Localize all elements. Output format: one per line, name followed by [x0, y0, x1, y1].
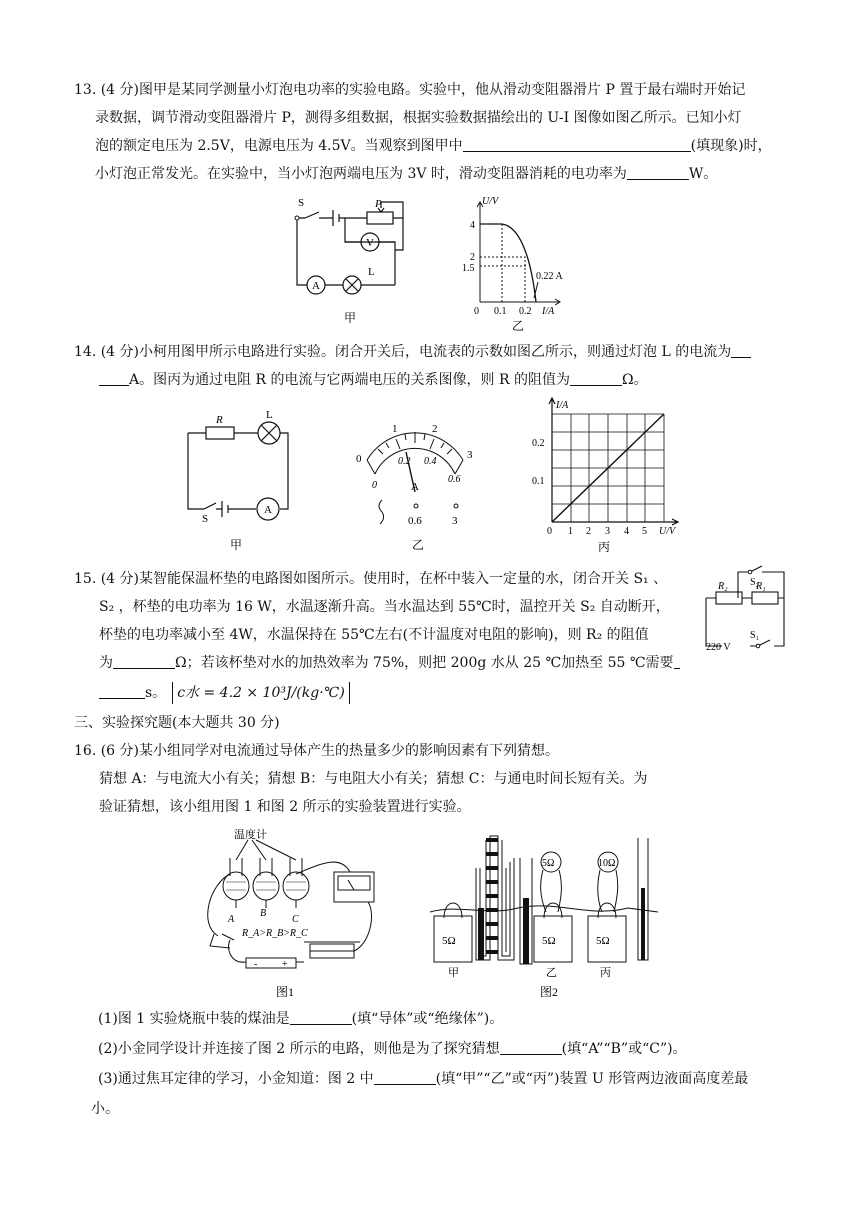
- answer-blank[interactable]: [99, 682, 145, 699]
- x-tick: 1: [568, 526, 573, 537]
- y-axis-label: I/A: [556, 400, 569, 411]
- q15-line-5: s。 c水 = 4.2 × 10³J/(kg·℃): [74, 679, 714, 707]
- q15-line-1: 15. (4 分)某智能保温杯垫的电路图如图所示。使用时，在杯中装入一定量的水，闭合开关 S₁ 、: [74, 571, 668, 587]
- q16-line-1: 16. (6 分)某小组同学对电流通过导体产生的热量多少的影响因素有下列猜想。: [74, 743, 559, 759]
- voltmeter-label: V: [366, 237, 374, 249]
- q13-line-4: 小灯泡正常发光。在实验中，当小灯泡两端电压为 3V 时，滑动变阻器消耗的电功率为 W。: [74, 160, 804, 188]
- dial-scale-3a: 0: [356, 453, 362, 465]
- x-tick: 3: [605, 526, 610, 537]
- q15-line-3: 杯垫的电功率减小至 4W，水温保持在 55℃左右(不计温度对电阻的影响)，则 R₂ 的阻值: [99, 627, 649, 643]
- flask-b-label: B: [260, 908, 267, 919]
- switch-label: S: [298, 197, 305, 209]
- q14-ammeter-dial: [350, 418, 480, 556]
- q13-line-2: 录数据，调节滑动变阻器滑片 P，测得多组数据，根据实验数据描绘出的 U-I 图像如图乙所示。已知小灯: [95, 110, 742, 126]
- resistor-label: 5Ω: [442, 935, 456, 947]
- y-tick: 2: [470, 252, 475, 263]
- ammeter-label: A: [264, 504, 272, 516]
- x-tick: 4: [624, 526, 629, 537]
- y-tick: 4: [470, 220, 475, 231]
- q14-line-1: 14. (4 分)小柯用图甲所示电路进行实验。闭合开关后，电流表的示数如图乙所示，则通过灯泡 L 的电流为: [74, 338, 814, 366]
- flask-a-label: A: [228, 914, 235, 925]
- curve-annotation: 0.22 A: [536, 271, 563, 282]
- q14-circuit-diagram: [180, 410, 300, 556]
- container-jia-label: 甲: [448, 967, 459, 979]
- x-axis-label: U/V: [659, 526, 676, 537]
- question-16-subquestions: [91, 1005, 798, 1123]
- lamp-label: L: [266, 410, 273, 421]
- answer-blank[interactable]: [674, 652, 680, 669]
- question-14: [74, 338, 814, 394]
- dial-scale-06a: 0.4: [424, 456, 437, 467]
- q15-circuit-diagram: [702, 556, 794, 652]
- slider-label: P: [375, 198, 382, 210]
- container-bing-label: 丙: [600, 967, 611, 979]
- resistor-label: 5Ω: [542, 858, 555, 869]
- answer-blank[interactable]: [731, 341, 751, 358]
- dial-scale-06a: 0.6: [448, 474, 461, 485]
- resistor-label: 10Ω: [598, 858, 616, 869]
- answer-blank[interactable]: [374, 1068, 436, 1085]
- dial-scale-3a: 3: [467, 449, 473, 461]
- y-axis-label: U/V: [482, 196, 499, 207]
- terminal-label: 0.6: [408, 515, 422, 527]
- dial-scale-3a: 2: [432, 423, 438, 435]
- answer-blank[interactable]: [627, 163, 689, 180]
- q16-sub-3-cont: 小。: [91, 1101, 119, 1117]
- q13-line-3: 泡的额定电压为 2.5V，电源电压为 4.5V。当观察到图甲中 (填现象)时，: [74, 132, 804, 160]
- figure-caption: 甲: [230, 538, 243, 552]
- dial-scale-06a: 0: [372, 480, 377, 491]
- flask-c-label: C: [292, 914, 299, 925]
- x-tick: 0.1: [494, 306, 507, 317]
- switch-s2-label: S₂: [750, 577, 760, 588]
- ammeter-label: A: [312, 280, 320, 292]
- dial-scale-3a: 1: [392, 423, 398, 435]
- switch-s1-label: S₁: [750, 630, 760, 641]
- answer-blank[interactable]: [290, 1008, 352, 1025]
- q16-sub-2: (2)小金同学设计并连接了图 2 所示的电路，则他是为了探究猜想 (填“A”“B”或“C”)。: [98, 1035, 798, 1063]
- figure-caption: 图1: [276, 985, 295, 999]
- q14-line-2: A。图丙为通过电阻 R 的电流与它两端电压的关系图像，则 R 的阻值为 Ω。: [74, 366, 814, 394]
- figure-caption: 乙: [412, 538, 425, 552]
- figure-caption: 丙: [598, 540, 611, 554]
- figure-caption: 乙: [512, 319, 525, 333]
- answer-blank[interactable]: [113, 652, 175, 669]
- resistor-r1-label: R₁: [756, 581, 766, 592]
- battery-minus: -: [254, 959, 258, 970]
- x-tick: 5: [642, 526, 647, 537]
- battery-plus: +: [282, 959, 288, 970]
- question-13: [74, 76, 804, 188]
- switch-label: S: [202, 513, 209, 525]
- resistor-label: R: [216, 414, 223, 426]
- q13-ui-graph: [462, 194, 572, 334]
- q16-line-3: 验证猜想，该小组用图 1 和图 2 所示的实验装置进行实验。: [99, 799, 471, 815]
- lamp-label: L: [368, 266, 375, 278]
- resistor-r2-label: R₂: [718, 581, 728, 592]
- answer-blank[interactable]: [500, 1038, 562, 1055]
- water-specific-heat-formula: c水 = 4.2 × 10³J/(kg·℃): [172, 682, 350, 704]
- q13-line-1: 13. (4 分)图甲是某同学测量小灯泡电功率的实验电路。实验中，他从滑动变阻器滑片 P 置于最右端时开始记: [74, 82, 746, 98]
- answer-blank[interactable]: [570, 369, 622, 386]
- x-tick: 0: [474, 306, 479, 317]
- resistance-relation: R_A>R_B>R_C: [242, 928, 308, 939]
- terminal-label: 3: [452, 515, 458, 527]
- dial-scale-06a: 0.2: [398, 456, 411, 467]
- resistor-label: 5Ω: [596, 935, 610, 947]
- q16-figure-2: [428, 828, 668, 1000]
- q14-iu-graph: [528, 394, 688, 556]
- supply-voltage-label: 220 V: [706, 642, 731, 652]
- q15-line-2: S₂ ，杯垫的电功率为 16 W，水温逐渐升高。当水温达到 55℃时，温控开关 S₂ 自动断开，: [99, 599, 670, 615]
- x-tick: 0: [547, 526, 552, 537]
- q16-sub-3: (3)通过焦耳定律的学习，小金知道：图 2 中 (填“甲”“乙”或“丙”)装置 U 形管两边液面高度差最: [98, 1065, 798, 1093]
- thermometer-label: 温度计: [234, 829, 267, 841]
- y-tick: 0.2: [532, 438, 545, 449]
- resistor-label: 5Ω: [542, 935, 556, 947]
- x-tick: 0.2: [519, 306, 532, 317]
- section-heading: 三、实验探究题(本大题共 30 分): [74, 715, 280, 731]
- question-15: [74, 565, 714, 707]
- q13-circuit-diagram: [285, 190, 415, 330]
- q16-line-2: 猜想 A：与电流大小有关；猜想 B：与电阻大小有关；猜想 C：与通电时间长短有关。为: [99, 771, 648, 787]
- q16-sub-1: (1)图 1 实验烧瓶中装的煤油是 (填“导体”或“绝缘体”)。: [98, 1005, 798, 1033]
- container-yi-label: 乙: [546, 967, 557, 979]
- question-16-intro: [74, 737, 814, 821]
- q16-figure-1: [200, 824, 390, 1000]
- x-axis-label: I/A: [542, 306, 555, 317]
- answer-blank[interactable]: [99, 369, 129, 386]
- figure-caption: 甲: [344, 311, 357, 325]
- x-tick: 2: [586, 526, 591, 537]
- figure-caption: 图2: [540, 985, 559, 999]
- y-tick: 0.1: [532, 476, 545, 487]
- y-tick: 1.5: [462, 263, 475, 274]
- q15-line-4: 为 Ω；若该杯垫对水的加热效率为 75%，则把 200g 水从 25 ℃加热至 55 ℃需要: [74, 649, 714, 677]
- dial-unit: A: [411, 481, 419, 493]
- answer-blank[interactable]: [463, 135, 691, 152]
